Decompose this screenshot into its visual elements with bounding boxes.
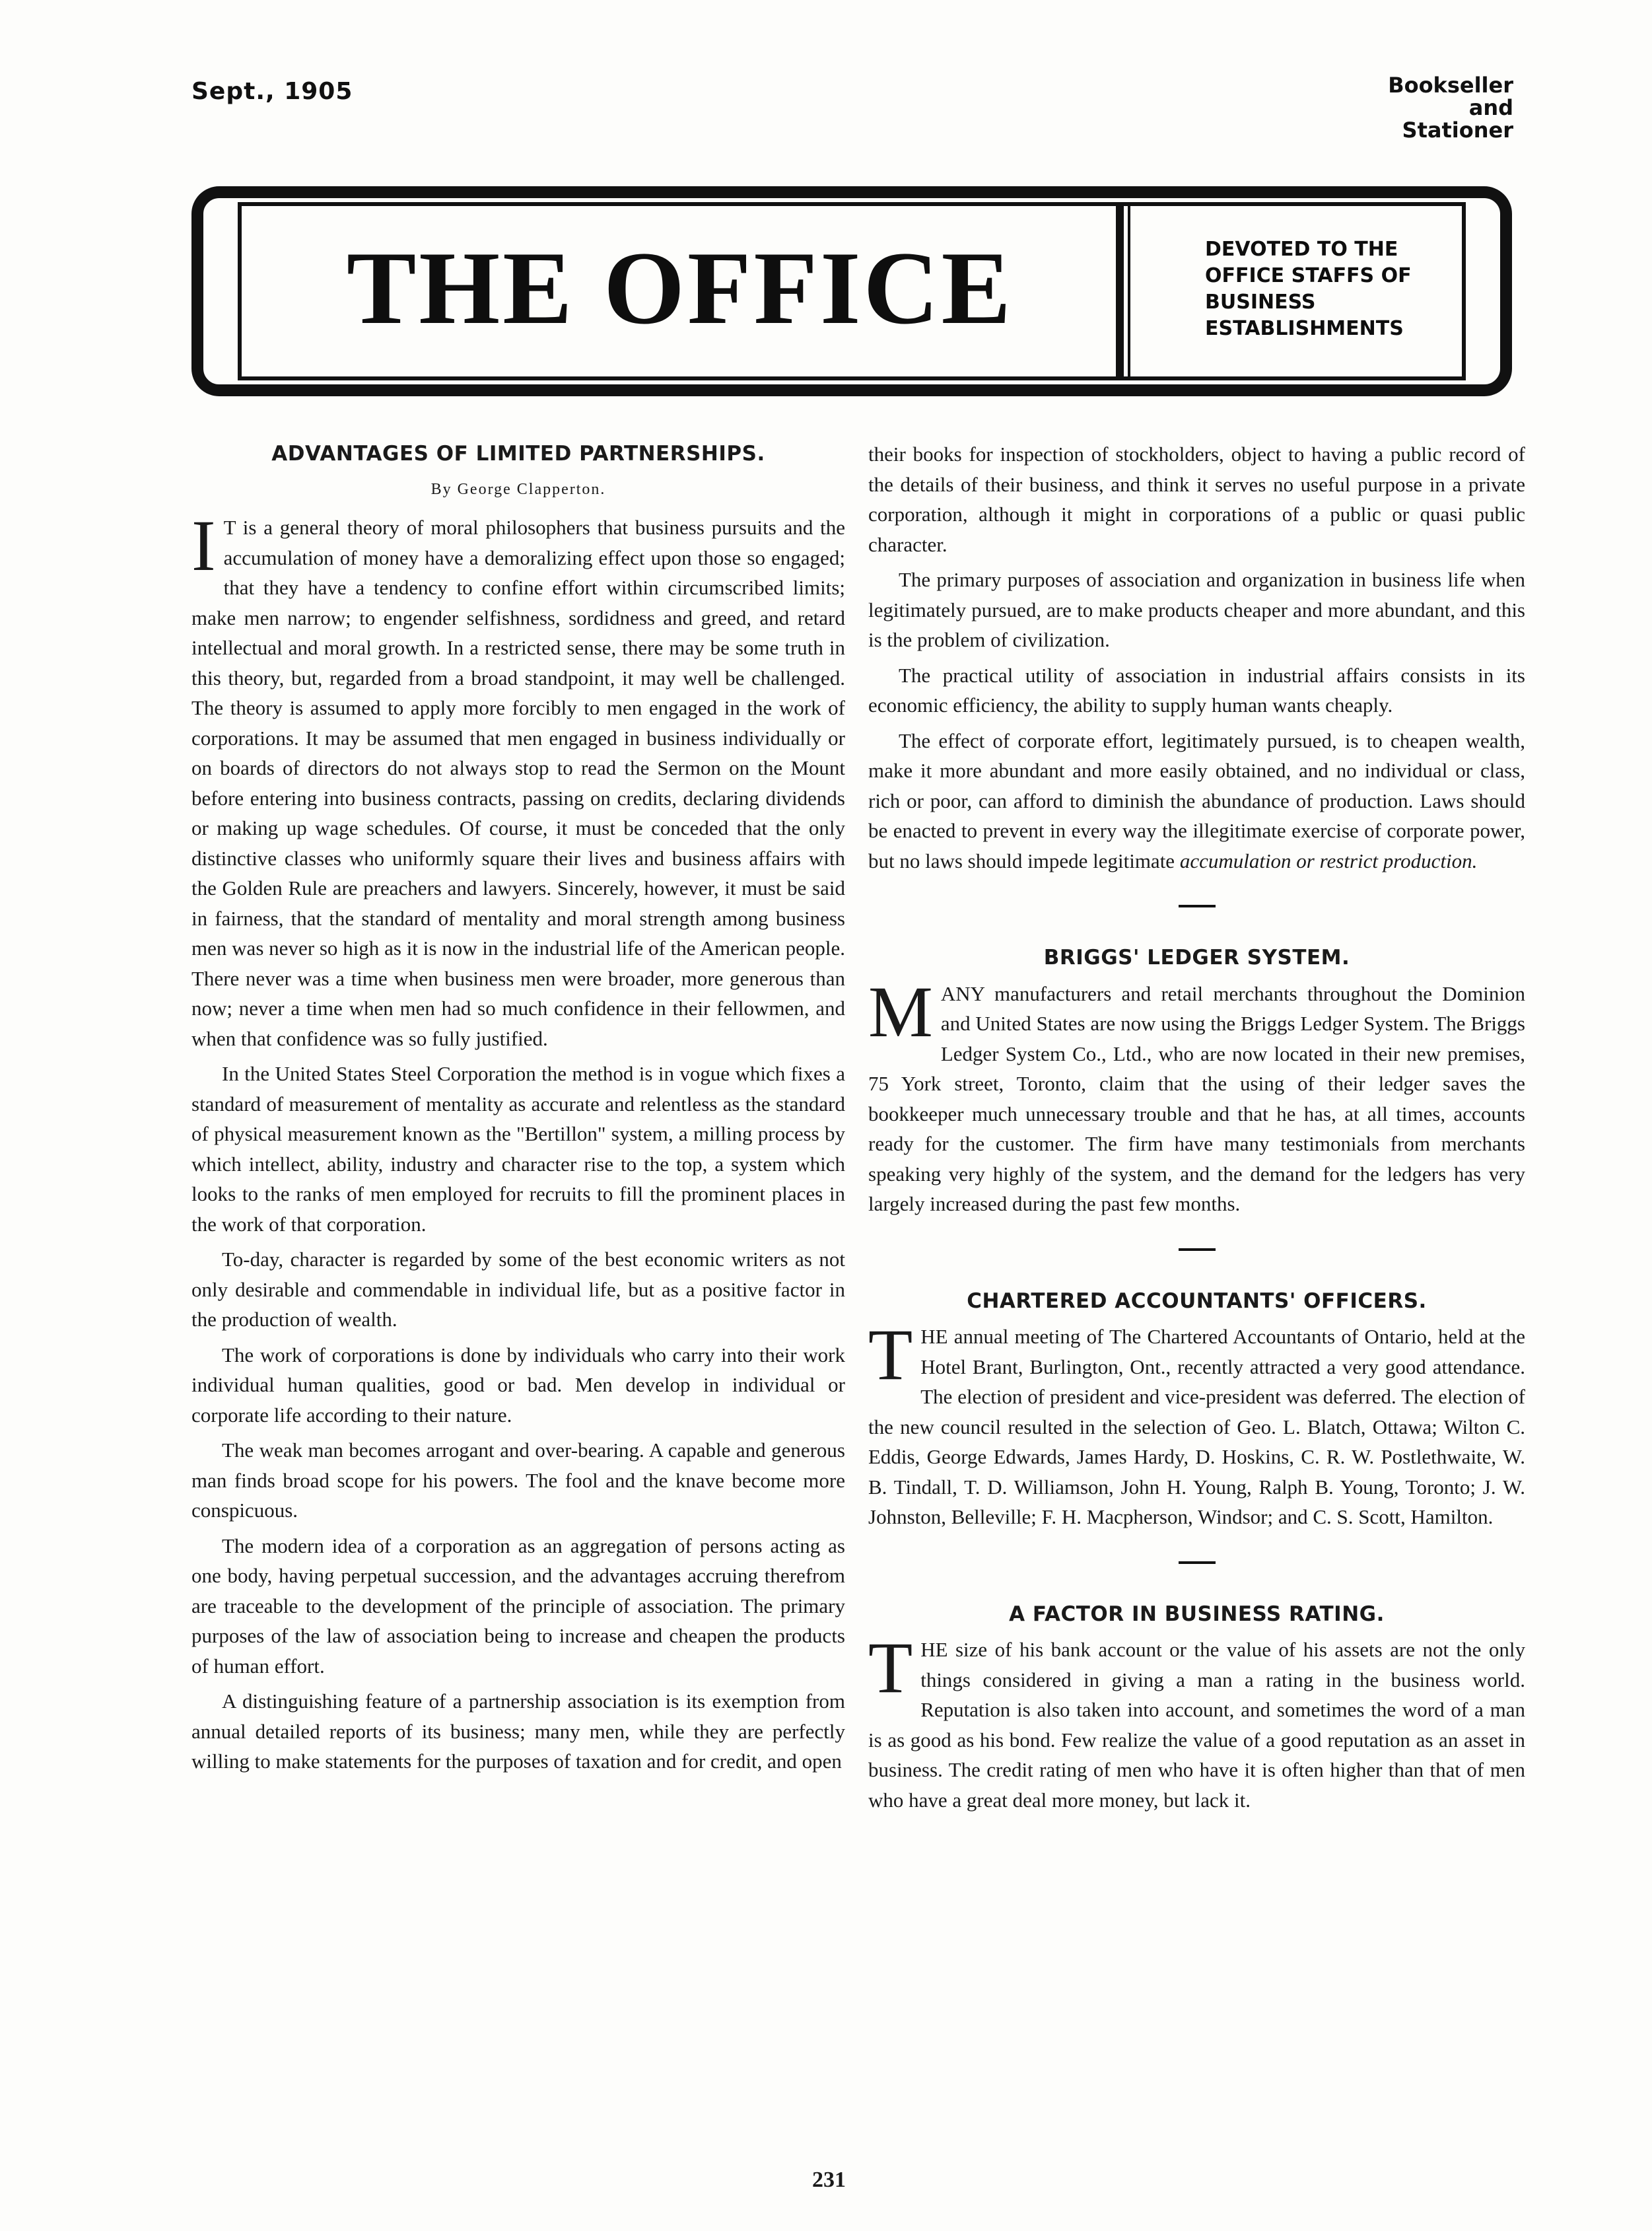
masthead-divider [1116, 202, 1124, 380]
article-paragraph [191, 505, 845, 1053]
page-number: 231 [812, 2168, 846, 2192]
article-title: ADVANTAGES OF LIMITED PARTNERSHIPS. [271, 442, 765, 466]
masthead-divider-thin [1128, 202, 1130, 380]
article-byline: By George Clapperton. [430, 480, 606, 498]
article-paragraph: The weak man becomes arrogant and over-bearing. A capable and generous man finds broad scope for his powers. The fool and the knave become more conspicuous. [191, 1438, 845, 1522]
right-column [868, 439, 1525, 1820]
section-divider [1179, 1561, 1216, 1564]
paragraph-text: T is a general theory of moral philosophers that business pursuits and the accumulation of money have a demoralizing effect upon those so engaged; that they have a tendency to confine effort within circumscribed limits; make men narrow; to engender selfishness, sordidness and greed, and retard intellectual and moral growth. In a restricted sense, there may be some truth in this theory, but, regarded from a broad standpoint, it may well be challenged. The theory is assumed to apply more forcibly to men engaged in the work of corporations. It may be assumed that men engaged in business individually or on boards of directors do not always stop to read the Sermon on the Mount before entering into business contracts, passing on credits, declaring dividends or making up wage schedules. Of course, it must be conceded that the only distinctive classes who uniformly square their lives and business affairs with the Golden Rule are preachers and lawyers. Sincerely, however, it must be said in fairness, that the standard of mentality and moral strength among business men was never so high as it is now in the industrial life of the American people. There never was a time when business men were broader, more generous than now; never a time when men had so much confidence in their fellowmen, and when that confidence was so fully justified. [191, 516, 845, 1050]
drop-cap: I [191, 505, 216, 586]
paragraph-text: The effect of corporate effort, legitimately pursued, is to cheapen wealth, make it more abundant and more easily obtained, and no individual or class, rich or poor, can afford to diminish the abundance of production. Laws should be enacted to prevent in every way the illegitimate exercise of corporate power, but no laws should impede legitimate [868, 728, 1525, 872]
drop-cap: M [868, 971, 933, 1052]
article-title: BRIGGS' LEDGER SYSTEM. [1043, 946, 1350, 970]
issue-date: Sept., 1905 [191, 78, 353, 105]
left-column [191, 439, 845, 1782]
article-paragraph [868, 726, 1525, 876]
paragraph-text: HE size of his bank account or the value of his assets are not the only things considered in giving a man a rating in the business world. Reputation is also taken into account, and sometimes the word of a man is as good as his bond. Few realize the value of a good reputation as an asset in business. The credit rating of men who have it is often higher than that of men who have a great deal more money, but lack it. [868, 1638, 1525, 1812]
paragraph-text: HE annual meeting of The Chartered Accountants of Ontario, held at the Hotel Brant, Burlington, Ont., recently attracted a very good attendance. The election of president and vice-president was deferred. The election of the new council resulted in the selection of Geo. L. Blatch, Ottawa; Wilton C. Eddis, George Edwards, James Hardy, D. Hoskins, C. R. W. Postlethwaite, W. B. Tindall, T. D. Williamson, John H. Young, Ralph B. Young, Toronto; J. W. Johnston, Belleville; F. H. Macpherson, Windsor; and C. S. Scott, Hamilton. [868, 1325, 1525, 1528]
masthead [191, 186, 1512, 396]
publication-text: Bookseller and Stationer [1388, 73, 1513, 143]
article-paragraph: The work of corporations is done by individuals who carry into their work individual human qualities, good or bad. Men develop in individual or corporate life according to their nature. [191, 1343, 845, 1427]
drop-cap: T [868, 1627, 913, 1708]
article-paragraph: The modern idea of a corporation as an aggregation of persons acting as one body, having perpetual succession, and the advantages accruing therefrom are traceable to the development of the principle of association. The primary purposes of the law of association being to increase and cheapen the products of human effort. [191, 1534, 845, 1678]
article-paragraph: their books for inspection of stockholders, object to having a public record of the details of their business, and think it serves no useful purpose in a private corporation, although it might in corporations of a public or quasi public character. [868, 443, 1525, 556]
section-tagline: DEVOTED TO THE OFFICE STAFFS OF BUSINESS ESTABLISHMENTS [1205, 238, 1412, 340]
article-paragraph: The primary purposes of association and organization in business life when legitimately pursued, are to make products cheaper and more abundant, and this is the problem of civilization. [868, 568, 1525, 651]
publication-name [1361, 74, 1513, 141]
article-paragraph [868, 971, 1525, 1219]
section-divider [1179, 1248, 1216, 1251]
paragraph-text: ANY manufacturers and retail merchants throughout the Dominion and United States are now using the Briggs Ledger System. The Briggs Ledger System Co., Ltd., who are now located in their new premises, 75 York street, Toronto, claim that the using of their ledger saves the bookkeeper much unnecessary trouble and that he has, at all times, accounts ready for the customer. The firm have many testimonials from merchants speaking very highly of the system, and the demand for the ledgers has very largely increased during the past few months. [868, 981, 1525, 1215]
article-title: CHARTERED ACCOUNTANTS' OFFICERS. [967, 1289, 1427, 1313]
section-title: THE OFFICE [346, 230, 1014, 346]
drop-cap: T [868, 1314, 913, 1395]
article-paragraph [868, 1314, 1525, 1532]
section-divider [1179, 905, 1216, 907]
article-paragraph [868, 1627, 1525, 1815]
article-title: A FACTOR IN BUSINESS RATING. [1009, 1602, 1385, 1626]
article-paragraph: The practical utility of association in industrial affairs consists in its economic efficiency, the ability to supply human wants cheaply. [868, 663, 1525, 717]
article-paragraph: In the United States Steel Corporation the method is in vogue which fixes a standard of measurement of mentality as accurate and relentless as the standard of physical measurement known as the "Bertillon" system, a milling process by which intellect, ability, industry and character rise to the top, a system which looks to the ranks of men employed for recruits to fill the prominent places in the work of that corporation. [191, 1062, 845, 1236]
article-paragraph: To-day, character is regarded by some of the best economic writers as not only desirable and commendable in individual life, but as a positive factor in the production of wealth. [191, 1248, 845, 1331]
article-paragraph: A distinguishing feature of a partnership association is its exemption from annual detailed reports of its business; many men, while they are perfectly willing to make statements for the purposes of taxation and for credit, and open [191, 1689, 845, 1773]
paragraph-ending: accumulation or restrict production. [1179, 849, 1478, 872]
